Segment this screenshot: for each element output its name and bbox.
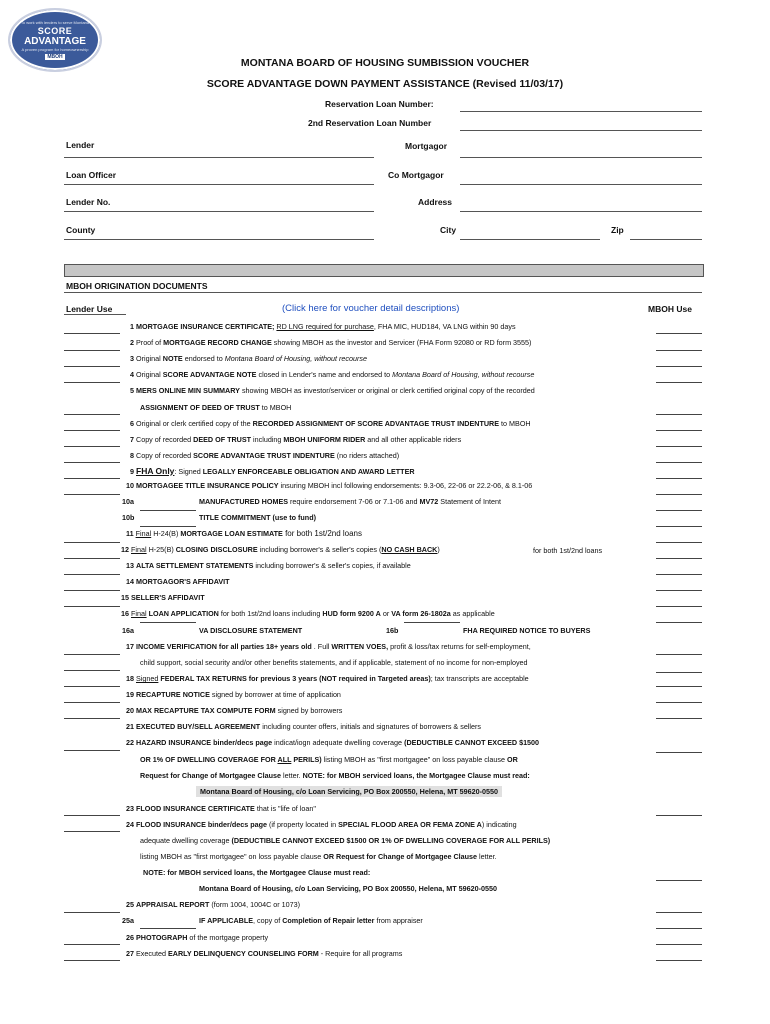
mboh-check-10b[interactable] (656, 526, 702, 527)
item-10a: 10a (122, 497, 134, 506)
item-10a-text: MANUFACTURED HOMES require endorsement 7-06 or 7.1-06 and MV72 Statement of Intent (199, 497, 502, 506)
mboh-check-5[interactable] (656, 414, 702, 415)
lender-check-9[interactable] (64, 478, 120, 479)
lender-check-19[interactable] (64, 686, 120, 687)
lender-check-21[interactable] (64, 718, 120, 719)
item-5-cont: ASSIGNMENT OF DEED OF TRUST to MBOH (140, 403, 292, 412)
mboh-check-6[interactable] (656, 430, 702, 431)
lender-no-label: Lender No. (66, 197, 111, 207)
item-25a: 25a (122, 916, 134, 925)
item-5: 5 MERS ONLINE MIN SUMMARY showing MBOH as investor/servicer or original or clerk certified original copy of the recorded (130, 386, 535, 395)
item-9: 9 FHA Only: Signed LEGALLY ENFORCEABLE OBLIGATION AND AWARD LETTER (130, 466, 415, 476)
lender-check-17[interactable] (64, 654, 120, 655)
item-14: 14 MORTGAGOR'S AFFIDAVIT (126, 577, 230, 586)
lender-check-27[interactable] (64, 960, 120, 961)
item-16: 16 Final LOAN APPLICATION for both 1st/2nd loans including HUD form 9200 A or VA form 26-1802a as applicable (121, 609, 495, 618)
lender-check-5[interactable] (64, 414, 120, 415)
reservation-loan-input[interactable] (460, 111, 702, 112)
lender-input[interactable] (64, 157, 374, 158)
logo-line1: SCORE (37, 26, 73, 36)
voucher-details-link[interactable]: (Click here for voucher detail descriptions) (282, 303, 460, 314)
item-22-cont1: OR 1% OF DWELLING COVERAGE FOR ALL PERILS) listing MBOH as "first mortgagee" on loss payable clause OR (140, 755, 518, 764)
lender-check-22[interactable] (64, 750, 120, 751)
item-12-note: for both 1st/2nd loans (533, 546, 603, 555)
lender-check-13[interactable] (64, 574, 120, 575)
item-17: 17 INCOME VERIFICATION for all parties 18+ years old . Full WRITTEN VOES, profit & loss/tax returns for self-employment, (126, 642, 531, 651)
loan-officer-label: Loan Officer (66, 170, 117, 180)
mboh-check-18[interactable] (656, 672, 702, 673)
lender-use-header: Lender Use (66, 304, 113, 314)
mboh-check-27[interactable] (656, 960, 702, 961)
lender-check-2[interactable] (64, 350, 120, 351)
item-2: 2 Proof of MORTGAGE RECORD CHANGE showing MBOH as the investor and Servicer (FHA Form 92080 or RD form 3555) (130, 338, 532, 347)
item-22-cont2: Request for Change of Mortgagee Clause letter. NOTE: for MBOH serviced loans, the Mortgagee Clause must read: (140, 771, 530, 780)
section-divider-bar (64, 264, 704, 277)
mboh-check-24[interactable] (656, 880, 702, 881)
item-15: 15 SELLER'S AFFIDAVIT (121, 593, 205, 602)
zip-label: Zip (611, 225, 624, 235)
mortgagor-input[interactable] (460, 157, 702, 158)
item-27: 27 Executed EARLY DELINQUENCY COUNSELING FORM - Require for all programs (126, 949, 403, 958)
item-16a: 16a (122, 626, 134, 635)
mboh-check-25a[interactable] (656, 928, 702, 929)
item-1: 1 MORTGAGE INSURANCE CERTIFICATE; RD LNG required for purchase, FHA MIC, HUD184, VA LNG within 90 days (130, 322, 516, 331)
mboh-check-10[interactable] (656, 494, 702, 495)
loan-officer-input[interactable] (64, 184, 374, 185)
mboh-check-17[interactable] (656, 654, 702, 655)
zip-input[interactable] (630, 239, 702, 240)
item-10b: 10b (122, 513, 135, 522)
lender-check-10b[interactable] (140, 526, 196, 527)
mboh-check-2[interactable] (656, 350, 702, 351)
item-10b-text: TITLE COMMITMENT (use to fund) (199, 513, 316, 522)
item-24-cont1: adequate dwelling coverage (DEDUCTIBLE CANNOT EXCEED $1500 OR 1% OF DWELLING COVERAGE FOR ALL PERILS) (140, 836, 551, 845)
item-19: 19 RECAPTURE NOTICE signed by borrower at time of application (126, 690, 341, 699)
item-8: 8 Copy of recorded SCORE ADVANTAGE TRUST INDENTURE (no riders attached) (130, 451, 400, 460)
page-subtitle: SCORE ADVANTAGE DOWN PAYMENT ASSISTANCE (Revised 11/03/17) (206, 78, 564, 90)
lender-check-8[interactable] (64, 462, 120, 463)
item-23: 23 FLOOD INSURANCE CERTIFICATE that is "life of loan" (126, 804, 316, 813)
lender-no-input[interactable] (64, 211, 374, 212)
mboh-badge: MBOH (47, 54, 63, 60)
lender-check-20[interactable] (64, 702, 120, 703)
lender-check-10a[interactable] (140, 510, 196, 511)
item-17-cont: child support, social security and/or other benefits statements, and if applicable, statement of no income for non-employed (140, 658, 528, 667)
lender-use-underline (64, 314, 126, 315)
item-18: 18 Signed FEDERAL TAX RETURNS for previous 3 years (NOT required in Targeted areas); tax transcripts are acceptable (126, 674, 529, 683)
mboh-check-11[interactable] (656, 542, 702, 543)
lender-check-10[interactable] (64, 494, 120, 495)
item-12: 12 Final H-25(B) CLOSING DISCLOSURE including borrower's & seller's copies (NO CASH BACK) (121, 545, 440, 554)
co-mortgagor-input[interactable] (460, 184, 702, 185)
address-input[interactable] (460, 211, 702, 212)
item-11: 11 Final H-24(B) MORTGAGE LOAN ESTIMATE for both 1st/2nd loans (126, 529, 363, 538)
reservation-loan2-input[interactable] (460, 130, 702, 131)
lender-check-15[interactable] (64, 606, 120, 607)
lender-check-7[interactable] (64, 446, 120, 447)
mboh-check-20[interactable] (656, 702, 702, 703)
mboh-check-12[interactable] (656, 558, 702, 559)
mboh-check-22[interactable] (656, 752, 702, 753)
lender-check-16b[interactable] (404, 622, 460, 623)
item-24-note: NOTE: for MBOH serviced loans, the Mortgagee Clause must read: (143, 868, 371, 877)
mboh-check-15[interactable] (656, 606, 702, 607)
item-24: 24 FLOOD INSURANCE binder/decs page (if property located in SPECIAL FLOOD AREA OR FEMA ZONE A) indicating (126, 820, 517, 829)
mboh-check-25[interactable] (656, 912, 702, 913)
mboh-check-13[interactable] (656, 574, 702, 575)
item-16b: 16b (386, 626, 399, 635)
item-20: 20 MAX RECAPTURE TAX COMPUTE FORM signed by borrowers (126, 706, 343, 715)
item-7: 7 Copy of recorded DEED OF TRUST including MBOH UNIFORM RIDER and all other applicable riders (130, 435, 462, 444)
item-22: 22 HAZARD INSURANCE binder/decs page indicat/iogn adequate dwelling coverage (DEDUCTIBLE CANNOT EXCEED $1500 (126, 738, 540, 747)
item-25a-text: IF APPLICABLE, copy of Completion of Repair letter from appraiser (199, 916, 423, 925)
lender-check-12[interactable] (64, 558, 120, 559)
address-label: Address (418, 197, 453, 207)
mboh-check-19[interactable] (656, 686, 702, 687)
county-label: County (66, 225, 96, 235)
logo-tagline: To work with lenders to serve Montana (20, 20, 90, 25)
item-21: 21 EXECUTED BUY/SELL AGREEMENT including counter offers, initials and signatures of borrowers & sellers (126, 722, 481, 731)
item-16b-text: FHA REQUIRED NOTICE TO BUYERS (463, 626, 591, 635)
lender-check-25[interactable] (64, 912, 120, 913)
city-input[interactable] (460, 239, 600, 240)
mboh-check-7[interactable] (656, 446, 702, 447)
mboh-check-8[interactable] (656, 462, 702, 463)
item-24-cont2: listing MBOH as "first mortgagee" on loss payable clause OR Request for Change of Mortgagee Clause letter. (140, 852, 497, 861)
item-3: 3 Original NOTE endorsed to Montana Board of Housing, without recourse (130, 354, 367, 363)
lender-check-6[interactable] (64, 430, 120, 431)
lender-check-25a[interactable] (140, 928, 196, 929)
section-title: MBOH ORIGINATION DOCUMENTS (66, 281, 208, 291)
mboh-check-21[interactable] (656, 718, 702, 719)
mboh-check-3[interactable] (656, 366, 702, 367)
lender-check-1[interactable] (64, 333, 120, 334)
lender-check-23[interactable] (64, 815, 120, 816)
item-22-clause: Montana Board of Housing, c/o Loan Servicing, PO Box 200550, Helena, MT 59620-0550 (196, 787, 502, 796)
lender-check-11[interactable] (64, 542, 120, 543)
reservation-loan-label: Reservation Loan Number: (325, 99, 434, 109)
mboh-check-26[interactable] (656, 944, 702, 945)
reservation-loan2-label: 2nd Reservation Loan Number (308, 118, 432, 128)
mboh-check-4[interactable] (656, 382, 702, 383)
item-13: 13 ALTA SETTLEMENT STATEMENTS including borrower's & seller's copies, if available (126, 561, 411, 570)
mortgagor-label: Mortgagor (405, 141, 448, 151)
item-10: 10 MORTGAGEE TITLE INSURANCE POLICY insuring MBOH incl following endorsements: 9.3-06, 22-06 or 22.2-06, & 8.1-06 (126, 481, 533, 490)
item-6: 6 Original or clerk certified copy of the RECORDED ASSIGNMENT OF SCORE ADVANTAGE TRUST INDENTURE to MBOH (130, 419, 531, 428)
lender-check-24[interactable] (64, 831, 120, 832)
mboh-check-9[interactable] (656, 478, 702, 479)
mboh-use-header: MBOH Use (648, 304, 692, 314)
lender-check-3[interactable] (64, 366, 120, 367)
item-24-clause: Montana Board of Housing, c/o Loan Servicing, PO Box 200550, Helena, MT 59620-0550 (199, 884, 497, 893)
mboh-check-10a[interactable] (656, 510, 702, 511)
lender-check-26[interactable] (64, 944, 120, 945)
city-label: City (440, 225, 457, 235)
item-25: 25 APPRAISAL REPORT (form 1004, 1004C or 1073) (126, 900, 301, 909)
mboh-check-23[interactable] (656, 815, 702, 816)
county-input[interactable] (64, 239, 374, 240)
item-4: 4 Original SCORE ADVANTAGE NOTE closed in Lender's name and endorsed to Montana Board of Housing, without recourse (130, 370, 535, 379)
co-mortgagor-label: Co Mortgagor (388, 170, 444, 180)
item-26: 26 PHOTOGRAPH of the mortgage property (126, 933, 269, 942)
lender-check-4[interactable] (64, 382, 120, 383)
mboh-check-16[interactable] (656, 622, 702, 623)
mboh-check-1[interactable] (656, 333, 702, 334)
lender-label: Lender (66, 140, 95, 150)
item-16a-text: VA DISCLOSURE STATEMENT (199, 626, 303, 635)
section-underline (64, 292, 702, 293)
logo-line2: ADVANTAGE (24, 36, 86, 47)
mboh-check-14[interactable] (656, 590, 702, 591)
page-title: MONTANA BOARD OF HOUSING SUMBISSION VOUCHER (240, 57, 530, 69)
lender-check-16a[interactable] (140, 622, 196, 623)
lender-check-14[interactable] (64, 590, 120, 591)
logo-sub: A proven program for homeownership (21, 47, 89, 52)
lender-check-18[interactable] (64, 670, 120, 671)
